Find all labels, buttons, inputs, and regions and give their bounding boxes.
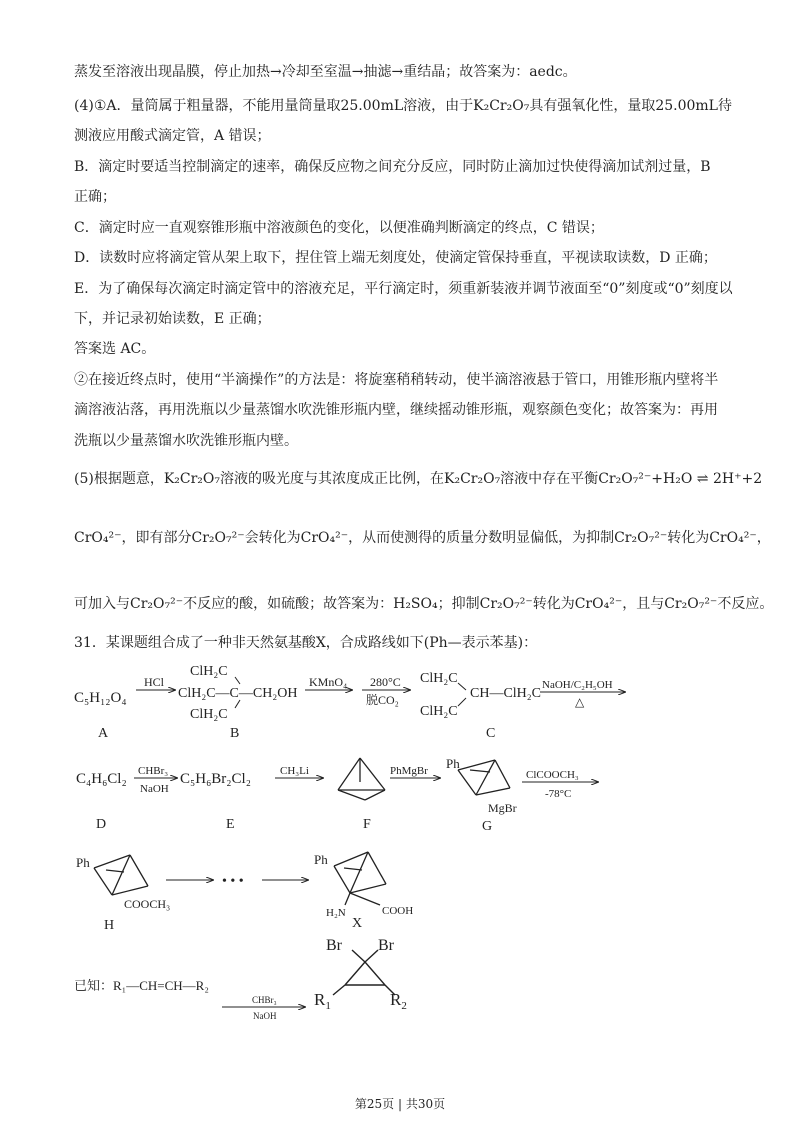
- reagent-3-top: 280°C: [370, 675, 401, 689]
- text-line-3: 测液应用酸式滴定管，A 错误；: [74, 128, 271, 144]
- text-line-5: 正确；: [74, 189, 116, 205]
- reagent-1: HCl: [144, 675, 165, 689]
- compound-B-top: ClH₂C: [190, 664, 228, 679]
- H-cooch3: COOCH₃: [124, 897, 171, 911]
- bond-C-bot: [458, 698, 466, 706]
- label-G: G: [482, 819, 493, 834]
- compound-G-structure: [458, 760, 510, 795]
- known-r1: $R_1$: [314, 990, 331, 1012]
- reagent-5-top: CHBr₃: [138, 765, 169, 777]
- compound-C-top: ClH₂C: [420, 671, 458, 686]
- compound-E: C₅H₆Br₂Cl₂: [180, 771, 251, 787]
- label-B: B: [230, 726, 240, 741]
- X-nh2: H₂N: [326, 907, 346, 919]
- text-line-9: 下，并记录初始读数，E 正确；: [74, 311, 271, 327]
- page-footer: 第25页 | 共30页: [354, 1097, 446, 1111]
- compound-B-bot: ClH₂C: [190, 707, 228, 722]
- G-ph: Ph: [446, 756, 460, 771]
- compound-D: C₄H₆Cl₂: [76, 771, 127, 787]
- label-H: H: [104, 918, 115, 933]
- question-31: 31．某课题组合成了一种非天然氨基酸X，合成路线如下(Ph—表示苯基)：: [74, 635, 538, 651]
- G-mgbr: MgBr: [488, 801, 517, 815]
- compound-C-mid: CH—ClH₂C: [470, 686, 542, 701]
- compound-B-mid: ClH₂C—C—CH₂OH: [178, 686, 298, 701]
- text-line-13: 洗瓶以少量蒸馏水吹洗锥形瓶内壁。: [74, 433, 298, 449]
- bond-B-top: [235, 677, 240, 684]
- known-label: 已知：R₁—CH=CH—R₂: [74, 978, 209, 993]
- label-A: A: [98, 726, 109, 741]
- reagent-4-top: NaOH/C₂H₅OH: [542, 679, 613, 691]
- p5-line-3: 可加入与Cr₂O₇²⁻不反应的酸，如硫酸；故答案为：H₂SO₄；抑制Cr₂O₇²⁻转化为CrO₄²⁻，且与Cr₂O₇²⁻不反应。: [74, 596, 774, 612]
- label-F: F: [363, 817, 371, 832]
- reagent-6: CH₃Li: [280, 765, 309, 777]
- X-cooh: COOH: [382, 905, 414, 917]
- reagent-8-bot: -78°C: [545, 788, 572, 800]
- bond-B-bot: [235, 700, 240, 708]
- reagent-4-bot: △: [575, 695, 585, 709]
- X-ph: Ph: [314, 852, 328, 867]
- reagent-8-top: ClCOOCH₃: [526, 769, 579, 781]
- text-line-1: 蒸发至溶液出现晶膜，停止加热→冷却至室温→抽滤→重结晶；故答案为：aedc。: [74, 64, 577, 80]
- known-br-1: Br: [326, 937, 342, 954]
- p5-line-2: CrO₄²⁻，即有部分Cr₂O₇²⁻会转化为CrO₄²⁻，从而使测得的质量分数明显偏低，为抑制Cr₂O₇²⁻转化为CrO₄²⁻，: [74, 530, 771, 546]
- label-D: D: [96, 817, 107, 832]
- compound-A: C₅H₁₂O₄: [74, 690, 127, 706]
- text-line-2: (4)①A．量筒属于粗量器，不能用量筒量取25.00mL溶液，由于K₂Cr₂O₇具有强氧化性，量取25.00mL待: [74, 98, 732, 114]
- known-reagent-top: CHBr₃: [252, 995, 277, 1005]
- dots: • • •: [222, 874, 244, 889]
- bond-C-top: [458, 683, 466, 690]
- known-cyclopropane: [333, 950, 395, 995]
- text-line-12: 滴溶液沾落，再用洗瓶以少量蒸馏水吹洗锥形瓶内壁，继续摇动锥形瓶，观察颜色变化；故答案为：再用: [74, 402, 718, 418]
- reagent-7: PhMgBr: [390, 765, 428, 777]
- text-line-10: 答案选 AC。: [74, 341, 156, 357]
- text-line-11: ②在接近终点时，使用“半滴操作”的方法是：将旋塞稍稍转动，使半滴溶液悬于管口，用锥形瓶内壁将半: [74, 372, 719, 388]
- reagent-5-bot: NaOH: [140, 783, 169, 795]
- text-line-8: E．为了确保每次滴定时滴定管中的溶液充足，平行滴定时，须重新装液并调节液面至“0”刻度或“0”刻度以: [74, 281, 733, 297]
- label-X: X: [352, 916, 363, 931]
- compound-H-structure: [94, 855, 148, 895]
- compound-X-structure: [334, 852, 386, 905]
- compound-F-structure: [338, 758, 385, 800]
- known-r2: $R_2$: [390, 990, 407, 1012]
- text-line-6: C．滴定时应一直观察锥形瓶中溶液颜色的变化，以便准确判断滴定的终点，C 错误；: [74, 220, 604, 236]
- known-reagent-bot: NaOH: [253, 1011, 277, 1021]
- H-ph: Ph: [76, 855, 90, 870]
- compound-C-bot: ClH₂C: [420, 704, 458, 719]
- reagent-2: KMnO₄: [309, 675, 348, 689]
- text-line-7: D．读数时应将滴定管从架上取下，捏住管上端无刻度处，使滴定管保持垂直，平视读取读数，D 正确；: [74, 250, 717, 266]
- label-E: E: [226, 817, 235, 832]
- text-line-4: B．滴定时要适当控制滴定的速率，确保反应物之间充分反应，同时防止滴加过快使得滴加试剂过量，B: [74, 159, 711, 175]
- label-C: C: [486, 726, 496, 741]
- p5-line-1-text: (5)根据题意，K₂Cr₂O₇溶液的吸光度与其浓度成正比例，在K₂Cr₂O₇溶液中存在平衡: [74, 471, 599, 487]
- p5-line-1-equation: Cr₂O₇²⁻+H₂O ⇌ 2H⁺+2: [598, 471, 763, 487]
- reagent-3-bot: 脱CO₂: [366, 693, 399, 707]
- known-br-2: Br: [378, 937, 394, 954]
